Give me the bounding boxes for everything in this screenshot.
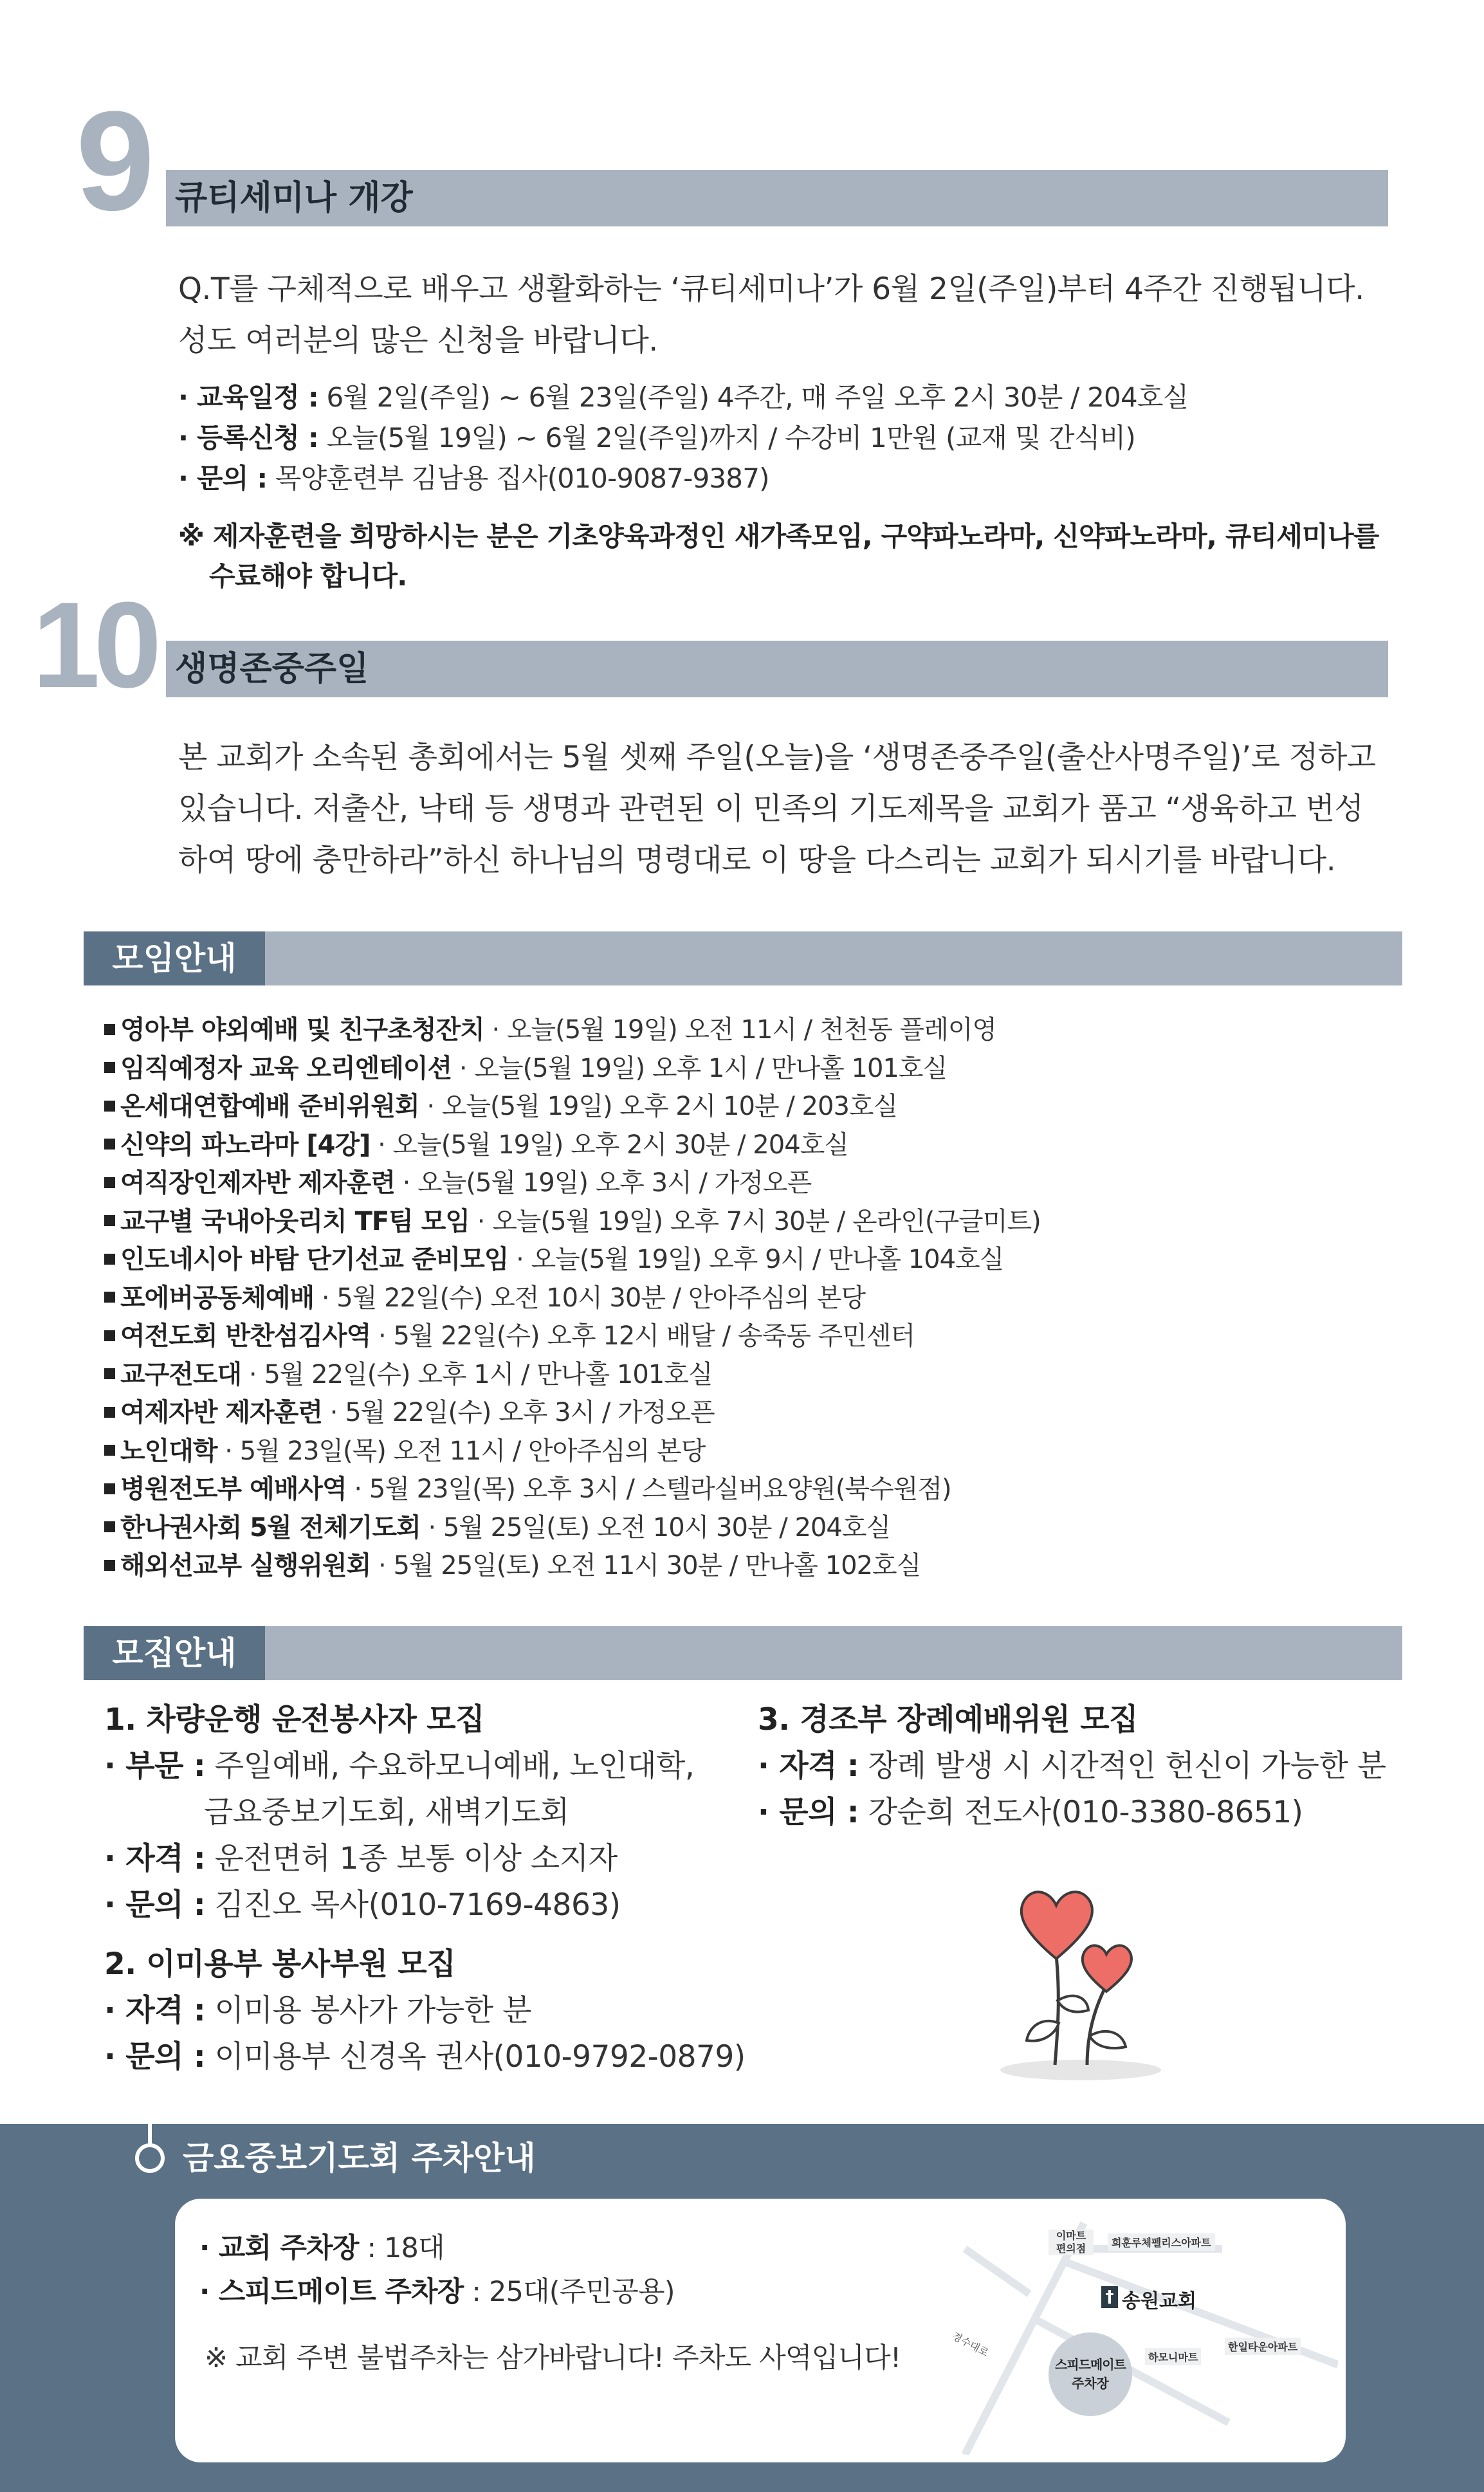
recruit-dept-cont: 금요중보기도회, 새벽기도회 bbox=[204, 1795, 569, 1830]
parking-label: · 교회 주차장 bbox=[199, 2232, 359, 2264]
meeting-name: 해외선교부 실행위원회 bbox=[120, 1551, 371, 1580]
recruit-heading: 모집안내 bbox=[84, 1626, 265, 1680]
meeting-name: 노인대학 bbox=[120, 1436, 217, 1466]
meeting-detail: · 5월 22일(수) 오후 1시 / 만나홀 101호실 bbox=[241, 1359, 713, 1389]
meeting-name: 온세대연합예배 준비위원회 bbox=[120, 1092, 419, 1121]
list-item bbox=[104, 1011, 1326, 1050]
meeting-name: 신약의 파노라마 [4강] bbox=[120, 1130, 371, 1160]
meeting-detail: · 오늘(5월 19일) 오후 3시 / 가정오픈 bbox=[394, 1168, 812, 1198]
square-bullet-icon bbox=[104, 1368, 115, 1379]
recruit-title: 2. 이미용부 봉사부원 모집 bbox=[104, 1947, 456, 1982]
section10-paragraph bbox=[178, 732, 1413, 886]
recruit-header-bar bbox=[84, 1626, 1402, 1680]
paragraph-line: Q.T를 구체적으로 배우고 생활화하는 ‘큐티세미나’가 6월 2일(주일)부터 4주간 진행됩니다. bbox=[178, 271, 1364, 307]
recruit-text: 주일예배, 수요하모니예배, 노인대학, bbox=[205, 1748, 695, 1784]
square-bullet-icon bbox=[104, 1139, 115, 1150]
meetings-heading: 모임안내 bbox=[84, 931, 265, 985]
list-item bbox=[104, 1356, 1326, 1395]
meeting-name: 임직예정자 교육 오리엔테이션 bbox=[120, 1053, 452, 1083]
list-item bbox=[104, 1088, 1326, 1126]
meeting-name: 교구전도대 bbox=[120, 1359, 242, 1389]
square-bullet-icon bbox=[104, 1292, 115, 1303]
bullet-label: · 등록신청 : bbox=[178, 422, 318, 454]
map-label-mart: 하모니마트 bbox=[1145, 2348, 1201, 2365]
section9-paragraph bbox=[178, 264, 1400, 367]
recruit-text: 이미용 봉사가 가능한 분 bbox=[205, 1993, 531, 2028]
list-item bbox=[104, 1433, 1326, 1471]
recruit-label: · 부문 : bbox=[104, 1748, 206, 1784]
list-item bbox=[104, 1547, 1326, 1586]
recruit-qual bbox=[104, 1836, 694, 1882]
church-icon: † bbox=[1101, 2286, 1118, 2308]
recruit-title: 1. 차량운행 운전봉사자 모집 bbox=[104, 1702, 485, 1737]
meeting-name: 포에버공동체예배 bbox=[120, 1283, 315, 1313]
list-item bbox=[104, 1394, 1326, 1433]
parking-label: · 스피드메이트 주차장 bbox=[199, 2276, 464, 2308]
square-bullet-icon bbox=[104, 1445, 115, 1456]
map-label-line: 스피드메이트 bbox=[1055, 2357, 1126, 2372]
square-bullet-icon bbox=[104, 1330, 115, 1341]
list-item bbox=[104, 1317, 1326, 1356]
recruit-label: · 자격 : bbox=[104, 1993, 206, 2028]
paragraph-line: 하여 땅에 충만하라”하신 하나님의 명령대로 이 땅을 다스리는 교회가 되시기를 바랍니다. bbox=[178, 843, 1336, 878]
note-line: ※ 제자훈련을 희망하시는 분은 기초양육과정인 새가족모임, 구약파노라마, 신약파노라마, 큐티세미나를 bbox=[178, 520, 1379, 552]
recruit-3 bbox=[758, 1697, 1386, 1836]
pin-stem bbox=[148, 2124, 152, 2145]
square-bullet-icon bbox=[104, 1177, 115, 1188]
list-item bbox=[104, 1164, 1326, 1203]
meeting-name: 여전도회 반찬섬김사역 bbox=[120, 1321, 371, 1351]
meeting-name: 병원전도부 예배사역 bbox=[120, 1474, 347, 1504]
meeting-detail: · 5월 25일(토) 오전 11시 30분 / 만나홀 102호실 bbox=[371, 1551, 921, 1580]
bullet-text: 6월 2일(주일) ~ 6월 23일(주일) 4주간, 매 주일 오후 2시 30분 / 204호실 bbox=[318, 381, 1189, 413]
list-item bbox=[104, 1279, 1326, 1318]
meeting-detail: · 5월 22일(수) 오후 3시 / 가정오픈 bbox=[322, 1398, 715, 1427]
parking-map bbox=[926, 2210, 1338, 2455]
meeting-detail: · 오늘(5월 19일) 오후 2시 30분 / 204호실 bbox=[370, 1130, 848, 1160]
bullet-text: 오늘(5월 19일) ~ 6월 2일(주일)까지 / 수강비 1만원 (교재 및 간식비) bbox=[318, 422, 1135, 454]
recruit-text: 운전면허 1종 보통 이상 소지자 bbox=[205, 1841, 618, 1876]
list-item bbox=[104, 1203, 1326, 1241]
meetings-header-bar bbox=[84, 931, 1402, 985]
bullet-label: · 교육일정 : bbox=[178, 381, 318, 413]
meeting-detail: · 5월 25일(토) 오전 10시 30분 / 204호실 bbox=[420, 1512, 891, 1543]
map-label-apt2: 한일타운아파트 bbox=[1225, 2338, 1301, 2355]
section9-note bbox=[178, 517, 1400, 596]
map-label-emart bbox=[1049, 2230, 1094, 2255]
recruit-contact bbox=[104, 2034, 746, 2080]
parking-value: : 18대 bbox=[358, 2232, 444, 2264]
section-number-9: 9 bbox=[76, 82, 149, 240]
meeting-detail: · 오늘(5월 19일) 오후 7시 30분 / 온라인(구글미트) bbox=[470, 1206, 1041, 1236]
map-label-line: 편의점 bbox=[1056, 2242, 1086, 2255]
meeting-detail: · 오늘(5월 19일) 오후 2시 10분 / 203호실 bbox=[419, 1092, 898, 1121]
map-label-road: 경수대로 bbox=[949, 2329, 991, 2359]
parking-lot-church bbox=[199, 2229, 444, 2268]
paragraph-line: 본 교회가 소속된 총회에서는 5월 셋째 주일(오늘)을 ‘생명존중주일(출산사명주일)’로 정하고 bbox=[178, 740, 1376, 775]
recruit-label: · 문의 : bbox=[104, 1887, 206, 1923]
map-label-church: 송원교회 bbox=[1122, 2290, 1196, 2313]
meeting-name: 교구별 국내아웃리치 TF팀 모임 bbox=[120, 1206, 470, 1236]
recruit-label: · 자격 : bbox=[758, 1748, 859, 1784]
map-label-line: 이마트 bbox=[1056, 2230, 1086, 2242]
meeting-detail: · 오늘(5월 19일) 오전 11시 / 천천동 플레이영 bbox=[484, 1015, 997, 1045]
square-bullet-icon bbox=[104, 1024, 115, 1035]
note-line: 수료해야 합니다. bbox=[209, 560, 407, 592]
paragraph-line: 있습니다. 저출산, 낙태 등 생명과 관련된 이 민족의 기도제목을 교회가 품고 “생육하고 번성 bbox=[178, 791, 1364, 827]
square-bullet-icon bbox=[104, 1215, 115, 1226]
recruit-contact bbox=[758, 1790, 1386, 1836]
meeting-detail: · 5월 22일(수) 오전 10시 30분 / 안아주심의 본당 bbox=[314, 1283, 866, 1313]
parking-title: 금요중보기도회 주차안내 bbox=[183, 2139, 536, 2177]
recruit-title: 3. 경조부 장례예배위원 모집 bbox=[758, 1702, 1139, 1737]
meeting-detail: · 5월 23일(목) 오후 3시 / 스텔라실버요양원(북수원점) bbox=[346, 1474, 951, 1504]
list-item bbox=[104, 1050, 1326, 1088]
meeting-name: 인도네시아 바탐 단기선교 준비모임 bbox=[120, 1245, 509, 1274]
square-bullet-icon bbox=[104, 1254, 115, 1265]
recruit-text: 김진오 목사(010-7169-4863) bbox=[205, 1887, 621, 1923]
recruit-1 bbox=[104, 1697, 694, 1929]
list-item bbox=[104, 1470, 1326, 1509]
bullet-contact bbox=[178, 459, 769, 498]
list-item bbox=[104, 1509, 1326, 1548]
meeting-name: 여직장인제자반 제자훈련 bbox=[120, 1168, 395, 1198]
recruit-dept bbox=[104, 1743, 694, 1790]
section-number-10: 10 bbox=[32, 577, 156, 713]
recruit-label: · 문의 : bbox=[104, 2039, 206, 2075]
list-item bbox=[104, 1241, 1326, 1279]
meeting-name: 여제자반 제자훈련 bbox=[120, 1398, 323, 1427]
square-bullet-icon bbox=[104, 1062, 115, 1073]
meeting-name: 한나권사회 5월 전체기도회 bbox=[120, 1512, 421, 1543]
meeting-detail: · 5월 23일(목) 오전 11시 / 안아주심의 본당 bbox=[217, 1436, 706, 1466]
meetings-list bbox=[104, 1011, 1326, 1586]
square-bullet-icon bbox=[104, 1521, 115, 1532]
bullet-registration bbox=[178, 419, 1135, 457]
map-label-line: 주차장 bbox=[1072, 2376, 1109, 2391]
bullet-text: 목양훈련부 김남용 집사(010-9087-9387) bbox=[267, 463, 769, 494]
bullet-schedule bbox=[178, 378, 1188, 417]
square-bullet-icon bbox=[104, 1483, 115, 1494]
square-bullet-icon bbox=[104, 1560, 115, 1571]
bullet-label: · 문의 : bbox=[178, 463, 268, 494]
recruit-label: · 문의 : bbox=[758, 1795, 859, 1830]
square-bullet-icon bbox=[104, 1407, 115, 1418]
recruit-text: 장례 발생 시 시간적인 헌신이 가능한 분 bbox=[859, 1748, 1386, 1784]
section-title: 큐티세미나 개강 bbox=[175, 179, 413, 217]
parking-lot-speedmate bbox=[199, 2273, 675, 2311]
hearts-illustration bbox=[984, 1872, 1164, 2084]
recruit-qual bbox=[758, 1743, 1386, 1790]
square-bullet-icon bbox=[104, 1101, 115, 1112]
recruit-text: 강순희 전도사(010-3380-8651) bbox=[859, 1795, 1303, 1830]
recruit-contact bbox=[104, 1882, 694, 1929]
meeting-detail: · 오늘(5월 19일) 오후 1시 / 만나홀 101호실 bbox=[452, 1053, 948, 1083]
map-label-apt1: 희훈루체펠리스아파트 bbox=[1108, 2233, 1215, 2251]
paragraph-line: 성도 여러분의 많은 신청을 바랍니다. bbox=[178, 323, 658, 358]
recruit-qual bbox=[104, 1988, 746, 2034]
recruit-text: 이미용부 신경옥 권사(010-9792-0879) bbox=[205, 2039, 746, 2075]
recruit-2 bbox=[104, 1941, 746, 2080]
map-speedmate bbox=[1049, 2332, 1132, 2416]
section-title: 생명존중주일 bbox=[175, 650, 369, 688]
meeting-name: 영아부 야외예배 및 친구초청잔치 bbox=[120, 1015, 484, 1045]
recruit-label: · 자격 : bbox=[104, 1841, 206, 1876]
parking-notice: ※ 교회 주변 불법주차는 삼가바랍니다! 주차도 사역입니다! bbox=[205, 2342, 901, 2374]
circle-marker-icon bbox=[135, 2143, 165, 2173]
list-item bbox=[104, 1126, 1326, 1165]
meeting-detail: · 5월 22일(수) 오후 12시 배달 / 송죽동 주민센터 bbox=[371, 1321, 915, 1351]
parking-value: : 25대(주민공용) bbox=[463, 2276, 675, 2308]
meeting-detail: · 오늘(5월 19일) 오후 9시 / 만나홀 104호실 bbox=[508, 1245, 1004, 1274]
